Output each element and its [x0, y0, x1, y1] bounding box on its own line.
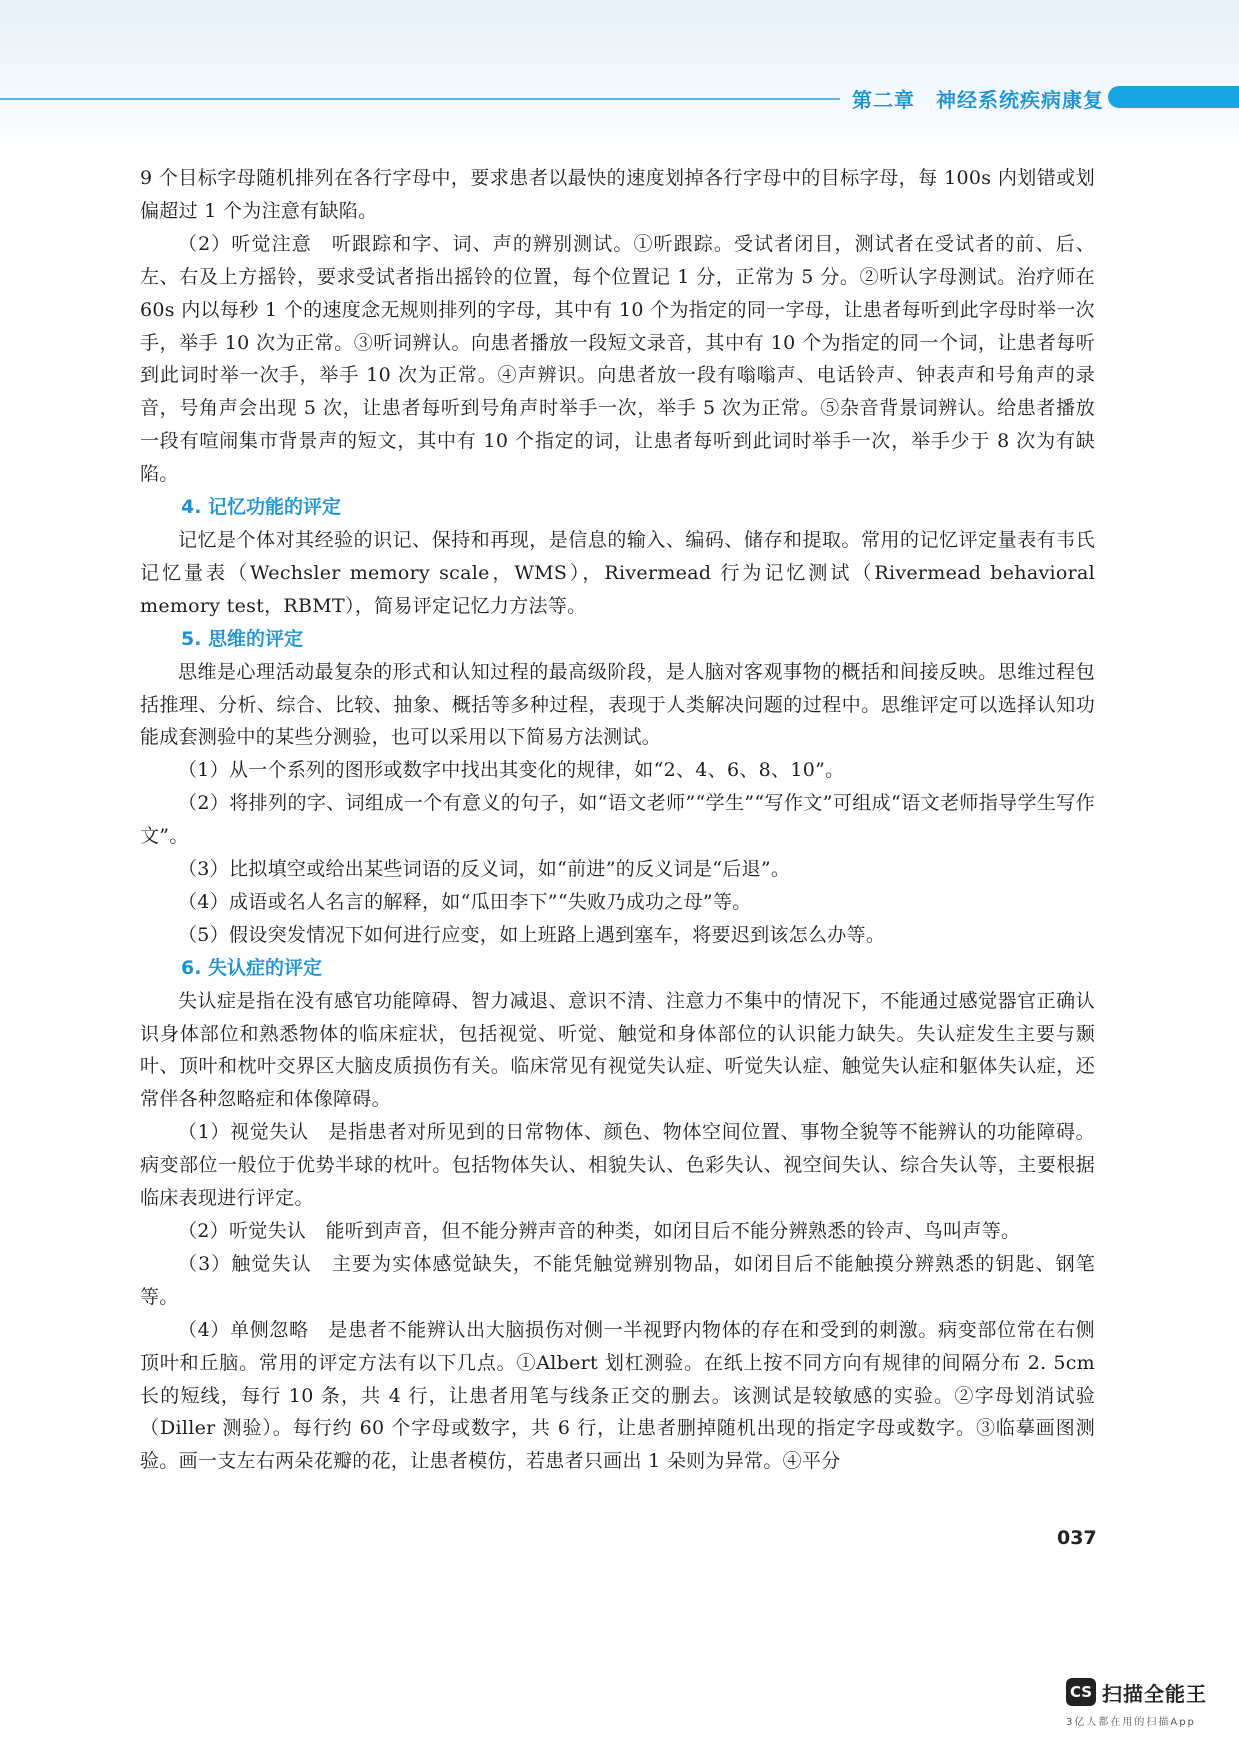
camscanner-logo-icon: CS [1066, 1678, 1096, 1706]
page-number: 037 [1057, 1527, 1097, 1549]
paragraph: 思维是心理活动最复杂的形式和认知过程的最高级阶段，是人脑对客观事物的概括和间接反映。思维过程包括推理、分析、综合、比较、抽象、概括等多种过程，表现于人类解决问题的过程中。思维评定可以选择认知功能成套测验中的某些分测验，也可以采用以下简易方法测试。 [140, 660, 1095, 749]
list-item: （4）成语或名人名言的解释，如“瓜田李下”“失败乃成功之母”等。 [178, 890, 752, 913]
watermark-name: 扫描全能王 [1102, 1682, 1207, 1706]
list-item: （3）比拟填空或给出某些词语的反义词，如“前进”的反义词是“后退”。 [178, 858, 791, 881]
list-item: （5）假设突发情况下如何进行应变，如上班路上遇到塞车，将要迟到该怎么办等。 [178, 923, 886, 946]
page-body [140, 162, 1095, 1478]
header-background [0, 0, 1239, 160]
list-item: （1）从一个系列的图形或数字中找出其变化的规律，如“2、4、6、8、10”。 [178, 759, 845, 782]
header-rule [0, 98, 840, 100]
header-accent-bar [1108, 86, 1239, 108]
paragraph: 失认症是指在没有感官功能障碍、智力减退、意识不清、注意力不集中的情况下，不能通过感觉器官正确认识身体部位和熟悉物体的临床症状，包括视觉、听觉、触觉和身体部位的认识能力缺失。失认症发生主要与颞叶、顶叶和枕叶交界区大脑皮质损伤有关。临床常见有视觉失认症、听觉失认症、触觉失认症和躯体失认症，还常伴各种忽略症和体像障碍。 [140, 989, 1095, 1111]
paragraph: 9 个目标字母随机排列在各行字母中，要求患者以最快的速度划掉各行字母中的目标字母，每 100s 内划错或划偏超过 1 个为注意有缺陷。 [140, 167, 1095, 222]
section-heading-memory: 4. 记忆功能的评定 [181, 496, 342, 519]
list-item: （1）视觉失认 是指患者对所见到的日常物体、颜色、物体空间位置、事物全貌等不能辨认的功能障碍。病变部位一般位于优势半球的枕叶。包括物体失认、相貌失认、色彩失认、视空间失认、综合失认等，主要根据临床表现进行评定。 [140, 1121, 1095, 1210]
watermark-tagline: 3亿人都在用的扫描App [1066, 1717, 1196, 1728]
list-item: （2）将排列的字、词组成一个有意义的句子，如“语文老师”“学生”“写作文”可组成“语文老师指导学生写作文”。 [140, 792, 1095, 848]
list-item: （3）触觉失认 主要为实体感觉缺失，不能凭触觉辨别物品，如闭目后不能触摸分辨熟悉的钥匙、钢笔等。 [140, 1252, 1095, 1308]
chapter-title: 第二章 神经系统疾病康复 [852, 88, 1104, 112]
section-heading-thinking: 5. 思维的评定 [181, 627, 304, 650]
paragraph: （2）听觉注意 听跟踪和字、词、声的辨别测试。①听跟踪。受试者闭目，测试者在受试者的前、后、左、右及上方摇铃，要求受试者指出摇铃的位置，每个位置记 1 分，正常为 5 分。②听认字母测试。治疗师在 60s 内以每秒 1 个的速度念无规则排列的字母，其中有 10 个为指定的同一字母，让患者每听到此字母时举一次手，举手 10 次为正常。③听词辨认。向患者播放一段短文录音，其中有 10 个为指定的同一个词，让患者每听到此词时举一次手，举手 10 次为正常。④声辨识。向患者放一段有嗡嗡声、电话铃声、钟表声和号角声的录音，号角声会出现 5 次，让患者每听到号角声时举手一次，举手 5 次为正常。⑤杂音背景词辨认。给患者播放一段有喧闹集市背景声的短文，其中有 10 个指定的词，让患者每听到此词时举手一次，举手少于 8 次为有缺陷。 [140, 232, 1095, 486]
paragraph: 记忆是个体对其经验的识记、保持和再现，是信息的输入、编码、储存和提取。常用的记忆评定量表有韦氏记忆量表（Wechsler memory scale，WMS），Rivermead 行为记忆测试（Rivermead behavioral memory test，RBMT），简易评定记忆力方法等。 [140, 528, 1095, 617]
section-heading-agnosia: 6. 失认症的评定 [181, 956, 323, 979]
list-item: （4）单侧忽略 是患者不能辨认出大脑损伤对侧一半视野内物体的存在和受到的刺激。病变部位常在右侧顶叶和丘脑。常用的评定方法有以下几点。①Albert 划杠测验。在纸上按不同方向有规律的间隔分布 2. 5cm 长的短线，每行 10 条，共 4 行，让患者用笔与线条正交的删去。该测试是较敏感的实验。②字母划消试验（Diller 测验）。每行约 60 个字母或数字，共 6 行，让患者删掉随机出现的指定字母或数字。③临摹画图测验。画一支左右两朵花瓣的花，让患者模仿，若患者只画出 1 朵则为异常。④平分 [140, 1318, 1095, 1473]
list-item: （2）听觉失认 能听到声音，但不能分辨声音的种类，如闭目后不能分辨熟悉的铃声、鸟叫声等。 [178, 1220, 1021, 1242]
